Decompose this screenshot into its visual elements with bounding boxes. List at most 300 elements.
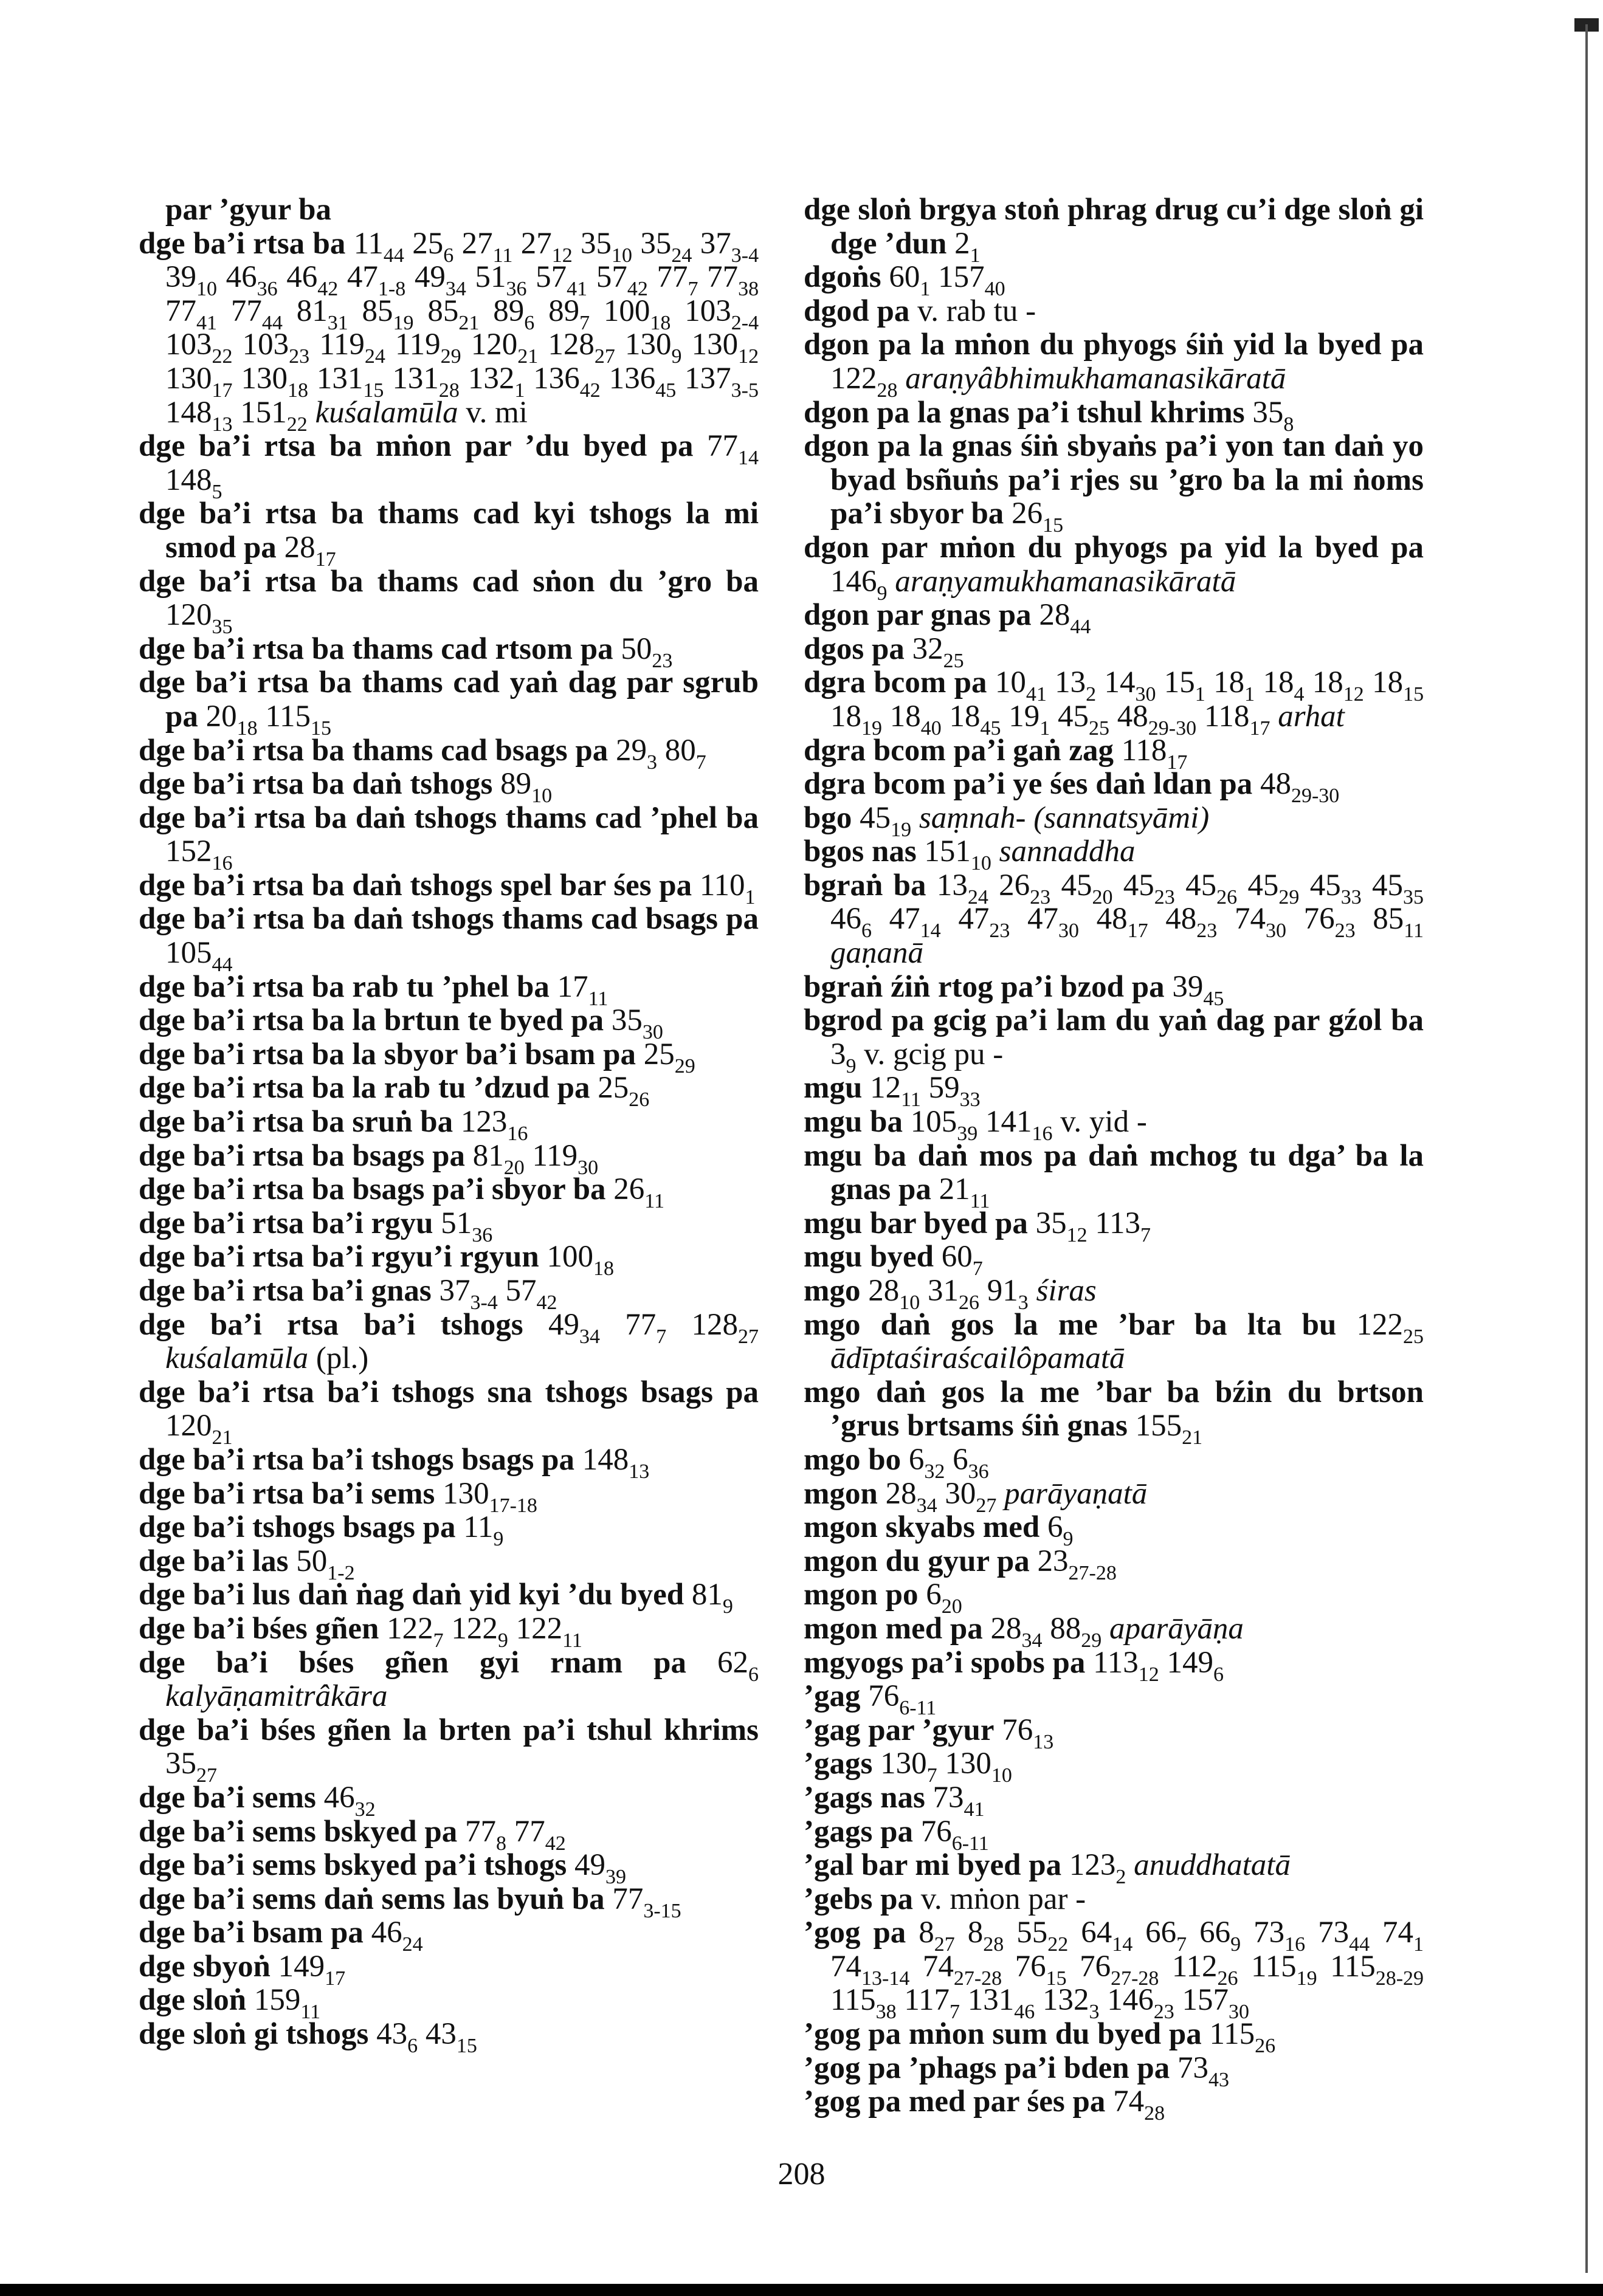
page-line-reference xyxy=(1260,767,1340,808)
page-line-reference xyxy=(999,868,1051,909)
page-ref: 47 xyxy=(346,260,378,295)
headword: mgo bo xyxy=(804,1442,901,1477)
line-ref: 15 xyxy=(363,379,384,402)
headword: dgon pa la gnas śiṅ sbyaṅs pa’i yon tan daṅ yo byad bsñuṅs pa’i rjes su ’gro ba la mi ṅoms pa’i sbyor ba xyxy=(804,429,1424,531)
line-ref: 12 xyxy=(1138,1663,1159,1686)
index-entry xyxy=(139,1983,759,2024)
page-ref: 11 xyxy=(463,1510,494,1545)
line-ref: 7 xyxy=(926,1764,937,1787)
index-entry xyxy=(804,767,1424,808)
line-ref: 30 xyxy=(1135,683,1156,706)
headword: dge ba’i rtsa ba’i tshogs sna tshogs bsags pa xyxy=(139,1375,759,1409)
cross-reference: (pl.) xyxy=(315,1341,369,1376)
page-line-reference xyxy=(830,699,882,740)
line-ref: 28 xyxy=(877,379,898,402)
index-entry xyxy=(139,1814,759,1855)
page-line-reference xyxy=(1372,868,1424,909)
line-ref: 3-15 xyxy=(643,1899,681,1922)
headword: dge sbyoṅ xyxy=(139,1949,271,1984)
page-ref: 25 xyxy=(598,1071,629,1105)
line-ref: 1-8 xyxy=(377,278,406,301)
line-ref: 1 xyxy=(920,278,931,301)
line-ref: 43 xyxy=(1208,2068,1230,2091)
index-entry xyxy=(804,1003,1424,1078)
index-entry xyxy=(139,1003,759,1044)
line-ref: 41 xyxy=(196,311,217,334)
headword: dgod pa xyxy=(804,294,910,328)
page-ref: 148 xyxy=(165,462,212,497)
scan-edge-line xyxy=(1585,24,1588,2273)
page-ref: 49 xyxy=(414,260,446,295)
index-column-right xyxy=(804,193,1424,2125)
line-ref: 10 xyxy=(531,785,553,808)
sanskrit-gloss: kuśalamūla xyxy=(165,1341,309,1376)
page-line-reference xyxy=(908,1442,945,1483)
page-ref: 31 xyxy=(927,1274,959,1308)
page-line-reference xyxy=(625,1307,667,1348)
page-line-reference xyxy=(1069,1848,1126,1889)
page-line-reference xyxy=(548,1307,600,1348)
page-ref: 50 xyxy=(621,631,652,666)
headword: ’gog pa mṅon sum du byed pa xyxy=(804,2017,1202,2052)
line-ref: 36 xyxy=(257,278,278,301)
index-entry xyxy=(139,1949,759,1990)
line-ref: 26 xyxy=(1217,1967,1238,1990)
line-ref: 25 xyxy=(1089,717,1109,740)
page-ref: 18 xyxy=(830,699,861,734)
sanskrit-gloss: saṃnah- (sannatsyāmi) xyxy=(919,800,1210,835)
page-ref: 45 xyxy=(1185,868,1217,902)
cross-reference: v. rab tu - xyxy=(917,294,1036,328)
page-ref: 73 xyxy=(1253,1916,1285,1950)
page-line-reference xyxy=(664,733,706,774)
line-ref: 16 xyxy=(507,1122,528,1146)
line-ref: 44 xyxy=(383,244,404,267)
page-line-reference xyxy=(376,2017,418,2058)
line-ref: 11 xyxy=(492,244,513,267)
line-ref: 12 xyxy=(551,244,573,267)
page-line-reference xyxy=(1185,868,1238,909)
page-ref: 19 xyxy=(1008,699,1040,734)
sanskrit-gloss: sannaddha xyxy=(999,834,1136,869)
line-ref: 6-11 xyxy=(951,1832,989,1855)
page-line-reference xyxy=(920,1814,989,1855)
page-line-reference xyxy=(889,260,931,301)
line-ref: 23 xyxy=(989,919,1010,943)
headword: dge ba’i rtsa ba daṅ tshogs thams cad ’phel ba xyxy=(139,800,759,835)
line-ref: 16 xyxy=(1284,1933,1306,1956)
page-ref: 130 xyxy=(624,328,672,362)
page-ref: 25 xyxy=(643,1037,675,1071)
line-ref: 4 xyxy=(1294,683,1305,706)
page-line-reference xyxy=(1145,1916,1187,1956)
sanskrit-gloss: arhat xyxy=(1278,699,1345,734)
line-ref: 36 xyxy=(506,278,527,301)
line-ref: 35 xyxy=(212,616,233,639)
page-line-reference xyxy=(548,294,590,334)
page-ref: 113 xyxy=(1095,1206,1141,1240)
line-ref: 27 xyxy=(976,1494,997,1517)
line-ref: 26 xyxy=(629,1088,650,1112)
index-entry xyxy=(804,2050,1424,2091)
line-ref: 26 xyxy=(1216,885,1238,909)
page-ref: 57 xyxy=(536,260,567,295)
page-line-reference xyxy=(1039,598,1091,639)
line-ref: 13 xyxy=(1033,1730,1054,1753)
headword: mgyogs pa’i spobs pa xyxy=(804,1645,1086,1680)
headword: dgoṅs xyxy=(804,260,881,295)
headword: ’gag par ’gyur xyxy=(804,1713,995,1747)
page-line-reference xyxy=(1016,1916,1069,1956)
page-line-reference xyxy=(1042,1983,1100,2024)
line-ref: 15 xyxy=(1043,514,1064,537)
page-line-reference xyxy=(165,834,233,875)
line-ref: 7 xyxy=(433,1629,444,1652)
page-ref: 77 xyxy=(612,1882,644,1916)
page-ref: 89 xyxy=(493,294,525,328)
page-ref: 45 xyxy=(1061,868,1092,902)
index-entry xyxy=(804,1544,1424,1584)
page-ref: 148 xyxy=(165,395,212,430)
page-line-reference xyxy=(319,328,385,368)
page-ref: 120 xyxy=(165,598,212,633)
page-line-reference xyxy=(548,328,615,368)
page-ref: 45 xyxy=(1123,868,1154,902)
line-ref: 6 xyxy=(861,919,872,943)
page-line-reference xyxy=(684,294,759,334)
line-ref: 9 xyxy=(493,1528,504,1551)
page-line-reference xyxy=(927,1274,979,1314)
page-line-reference xyxy=(226,260,278,301)
line-ref: 7 xyxy=(1176,1933,1187,1956)
index-entry xyxy=(139,665,759,740)
page-line-reference xyxy=(425,2017,477,2058)
page-line-reference xyxy=(323,1780,376,1821)
line-ref: 17 xyxy=(212,379,233,402)
page-line-reference xyxy=(471,328,539,368)
line-ref: 32 xyxy=(354,1798,376,1821)
line-ref: 5 xyxy=(212,480,222,503)
index-entry xyxy=(804,1071,1424,1112)
cross-reference: v. mi xyxy=(466,395,528,430)
page-line-reference xyxy=(1252,395,1294,436)
page-ref: 8 xyxy=(919,1916,934,1950)
page-ref: 118 xyxy=(1204,699,1250,734)
line-ref: 27-28 xyxy=(953,1967,1002,1990)
page-line-reference xyxy=(546,1240,615,1280)
page-ref: 45 xyxy=(1058,699,1089,734)
page-ref: 57 xyxy=(596,260,627,295)
page-ref: 85 xyxy=(1373,902,1404,937)
page-ref: 30 xyxy=(945,1476,976,1511)
page-line-reference xyxy=(945,1747,1012,1787)
index-entry xyxy=(804,1611,1424,1652)
index-entry xyxy=(139,497,759,571)
page-line-reference xyxy=(1251,1949,1317,1990)
sanskrit-gloss: śiras xyxy=(1036,1274,1097,1308)
headword: dge ba’i rtsa ba bsags pa xyxy=(139,1138,466,1173)
page-ref: 123 xyxy=(460,1105,508,1139)
page-line-reference xyxy=(165,1409,233,1449)
headword: mgo daṅ gos la me ’bar ba lta bu xyxy=(804,1307,1337,1342)
page-line-reference xyxy=(514,1814,566,1855)
index-entry xyxy=(804,395,1424,436)
page-ref: 21 xyxy=(939,1172,970,1207)
headword: mgo daṅ gos la me ’bar ba bźin du brtson ’grus brtsams śiṅ gnas xyxy=(804,1375,1424,1443)
line-ref: 28-29 xyxy=(1375,1967,1424,1990)
page-line-reference xyxy=(691,1307,759,1348)
page-line-reference xyxy=(939,1172,990,1213)
headword: dgra bcom pa xyxy=(804,665,987,700)
page-line-reference xyxy=(830,902,872,943)
index-entry xyxy=(804,631,1424,672)
headword: dge ba’i rtsa ba xyxy=(139,226,346,261)
page-ref: 137 xyxy=(684,361,731,396)
page-ref: 39 xyxy=(165,260,196,295)
line-ref: 2 xyxy=(1115,1866,1126,1889)
headword: mgon med pa xyxy=(804,1611,983,1646)
page-line-reference xyxy=(1312,665,1364,706)
page-ref: 81 xyxy=(472,1138,504,1173)
line-ref: 13 xyxy=(629,1460,650,1483)
line-ref: 9 xyxy=(846,1054,857,1078)
page-ref: 3 xyxy=(830,1037,846,1071)
page-line-reference xyxy=(621,631,673,672)
page-ref: 152 xyxy=(165,834,212,869)
line-ref: 18 xyxy=(593,1257,615,1280)
line-ref: 41 xyxy=(1026,683,1047,706)
page-ref: 122 xyxy=(451,1611,498,1646)
line-ref: 1 xyxy=(1413,1933,1424,1956)
page-ref: 130 xyxy=(945,1747,991,1781)
headword: mgu bar byed pa xyxy=(804,1206,1028,1240)
line-ref: 11 xyxy=(300,2001,321,2024)
index-entry xyxy=(804,1510,1424,1551)
page-ref: 18 xyxy=(1312,665,1343,700)
headword: ’gog pa med par śes pa xyxy=(804,2085,1106,2119)
page-line-reference xyxy=(1123,868,1175,909)
headword: ’gag xyxy=(804,1679,861,1714)
page-ref: 60 xyxy=(941,1240,973,1274)
page-line-reference xyxy=(945,1476,997,1517)
page-ref: 28 xyxy=(990,1611,1022,1646)
headword: dge ba’i sems daṅ sems las byuṅ ba xyxy=(139,1882,605,1916)
line-ref: 15 xyxy=(310,717,331,740)
line-ref: 17 xyxy=(1167,751,1188,774)
page-line-reference xyxy=(941,1240,983,1280)
line-ref: 18 xyxy=(650,311,671,334)
page-line-reference xyxy=(1167,1645,1224,1686)
headword: dgra bcom pa’i gaṅ zag xyxy=(804,733,1114,768)
headword: dgon pa la mṅon du phyogs śiṅ yid la byed pa xyxy=(804,328,1424,362)
line-ref: 9 xyxy=(877,582,888,605)
line-ref: 25 xyxy=(943,649,964,672)
page-ref: 151 xyxy=(924,834,971,869)
page-ref: 74 xyxy=(1234,902,1266,937)
page-line-reference xyxy=(1015,1949,1067,1990)
line-ref: 2-4 xyxy=(731,311,759,334)
page-ref: 66 xyxy=(1199,1916,1231,1950)
page-ref: 157 xyxy=(1182,1983,1229,2018)
page-ref: 76 xyxy=(920,1814,952,1849)
headword: ’gog pa xyxy=(804,1916,906,1950)
page-line-reference xyxy=(707,429,759,470)
index-entry xyxy=(139,1476,759,1517)
page-line-reference xyxy=(581,226,633,267)
page-ref: 105 xyxy=(910,1105,957,1139)
line-ref: 34 xyxy=(916,1494,937,1517)
page-ref: 45 xyxy=(860,800,891,835)
page-ref: 80 xyxy=(664,733,696,768)
page-ref: 18 xyxy=(1263,665,1294,700)
line-ref: 38 xyxy=(875,2001,897,2024)
page-ref: 8 xyxy=(967,1916,984,1950)
page-ref: 76 xyxy=(1080,1949,1111,1984)
page-ref: 146 xyxy=(830,564,877,599)
page-ref: 74 xyxy=(1382,1916,1414,1950)
page-line-reference xyxy=(441,1206,493,1246)
headword: ’gal bar mi byed pa xyxy=(804,1848,1062,1883)
index-entry xyxy=(804,1780,1424,1821)
index-entry xyxy=(804,834,1424,875)
index-entry xyxy=(139,226,759,436)
line-ref: 14 xyxy=(920,919,941,943)
headword: dge ba’i rtsa ba la sbyor ba’i bsam pa xyxy=(139,1037,636,1071)
page-line-reference xyxy=(880,1747,937,1787)
index-entry xyxy=(139,1105,759,1146)
line-ref: 46 xyxy=(1014,2001,1035,2024)
page-ref: 77 xyxy=(625,1307,657,1342)
page-ref: 119 xyxy=(532,1138,578,1173)
page-line-reference xyxy=(949,699,1001,740)
line-ref: 17 xyxy=(1127,919,1148,943)
page-line-reference xyxy=(1372,665,1424,706)
page-ref: 48 xyxy=(1117,699,1148,734)
headword: dgon par gnas pa xyxy=(804,598,1032,633)
index-entry xyxy=(804,1883,1424,1917)
index-entry xyxy=(804,1274,1424,1314)
page-ref: 113 xyxy=(1093,1645,1139,1680)
page-ref: 128 xyxy=(691,1307,739,1342)
line-ref: 10 xyxy=(899,1291,920,1314)
page-line-reference xyxy=(241,361,308,402)
page-ref: 15 xyxy=(1163,665,1195,700)
page-line-reference xyxy=(278,1949,346,1990)
line-ref: 29 xyxy=(440,345,461,368)
page-line-reference xyxy=(582,1442,650,1483)
page-ref: 49 xyxy=(574,1848,605,1883)
line-ref: 18 xyxy=(287,379,308,402)
index-entry xyxy=(139,1442,759,1483)
line-ref: 23 xyxy=(289,345,310,368)
page-ref: 12 xyxy=(870,1071,901,1105)
page-line-reference xyxy=(1263,665,1305,706)
page-ref: 57 xyxy=(505,1274,537,1308)
headword: mgu ba xyxy=(804,1105,903,1139)
page-line-reference xyxy=(533,361,601,402)
page-line-reference xyxy=(165,936,233,977)
headword: dge ba’i bśes gñen gyi rnam pa xyxy=(139,1645,687,1680)
page-line-reference xyxy=(460,1105,528,1146)
page-line-reference xyxy=(1061,868,1113,909)
index-entry xyxy=(804,1476,1424,1517)
headword: dge ba’i rtsa ba la rab tu ’dzud pa xyxy=(139,1071,590,1105)
index-entry xyxy=(139,1780,759,1821)
sanskrit-gloss: araṇyâbhimukhamanasikāratā xyxy=(905,361,1286,396)
line-ref: 29 xyxy=(1081,1629,1102,1652)
line-ref: 9 xyxy=(671,345,682,368)
page-line-reference xyxy=(910,1105,978,1146)
page-line-reference xyxy=(346,260,406,301)
index-entry xyxy=(139,1375,759,1449)
page-ref: 103 xyxy=(684,294,731,328)
line-ref: 40 xyxy=(984,278,1005,301)
page-number: 208 xyxy=(777,2157,826,2191)
line-ref: 44 xyxy=(261,311,283,334)
line-ref: 23 xyxy=(652,649,673,672)
index-entry xyxy=(139,1240,759,1280)
page-ref: 130 xyxy=(443,1476,489,1511)
page-line-reference xyxy=(643,1037,695,1078)
page-line-reference xyxy=(165,294,217,334)
index-entry xyxy=(804,260,1424,301)
line-ref: 17 xyxy=(315,548,336,571)
page-line-reference xyxy=(868,1274,920,1314)
page-line-reference xyxy=(717,1645,759,1686)
headword: mgu ba daṅ mos pa daṅ mchog tu dga’ ba la gnas pa xyxy=(804,1138,1424,1207)
sanskrit-gloss: kuśalamūla xyxy=(315,395,458,430)
page-ref: 76 xyxy=(868,1679,900,1714)
headword: mgon skyabs med xyxy=(804,1510,1040,1545)
page-ref: 122 xyxy=(830,361,877,396)
index-entry xyxy=(804,1679,1424,1720)
page-ref: 91 xyxy=(987,1274,1018,1308)
line-ref: 6-11 xyxy=(899,1697,937,1720)
page-ref: 81 xyxy=(691,1578,723,1612)
line-ref: 12 xyxy=(738,345,759,368)
page-ref: 148 xyxy=(582,1442,629,1477)
line-ref: 21 xyxy=(212,1426,233,1449)
index-entry xyxy=(139,1544,759,1584)
page-line-reference xyxy=(392,361,460,402)
page-line-reference xyxy=(536,260,588,301)
page-ref: 35 xyxy=(640,226,672,261)
line-ref: 21 xyxy=(458,311,480,334)
headword: dge ba’i rtsa ba’i gnas xyxy=(139,1274,432,1308)
index-entry xyxy=(804,429,1424,537)
line-ref: 10 xyxy=(196,278,217,301)
page-line-reference xyxy=(1117,699,1197,740)
index-entry xyxy=(804,328,1424,402)
page-line-reference xyxy=(830,1983,897,2024)
line-ref: 1-2 xyxy=(327,1561,355,1584)
headword: mgo xyxy=(804,1274,861,1308)
line-ref: 6 xyxy=(407,2035,418,2058)
line-ref: 20 xyxy=(1092,885,1113,909)
page-line-reference xyxy=(1182,1983,1249,2024)
page-ref: 132 xyxy=(1042,1983,1089,2018)
page-line-reference xyxy=(265,699,331,740)
page-line-reference xyxy=(316,361,384,402)
page-ref: 60 xyxy=(889,260,920,295)
page-ref: 77 xyxy=(707,260,739,295)
page-ref: 146 xyxy=(1107,1983,1154,2018)
index-entry xyxy=(139,1172,759,1213)
cross-reference: v. gcig pu - xyxy=(864,1037,1004,1071)
page-line-reference xyxy=(1047,1510,1074,1551)
line-ref: 27 xyxy=(594,345,615,368)
index-entry xyxy=(139,1274,759,1314)
